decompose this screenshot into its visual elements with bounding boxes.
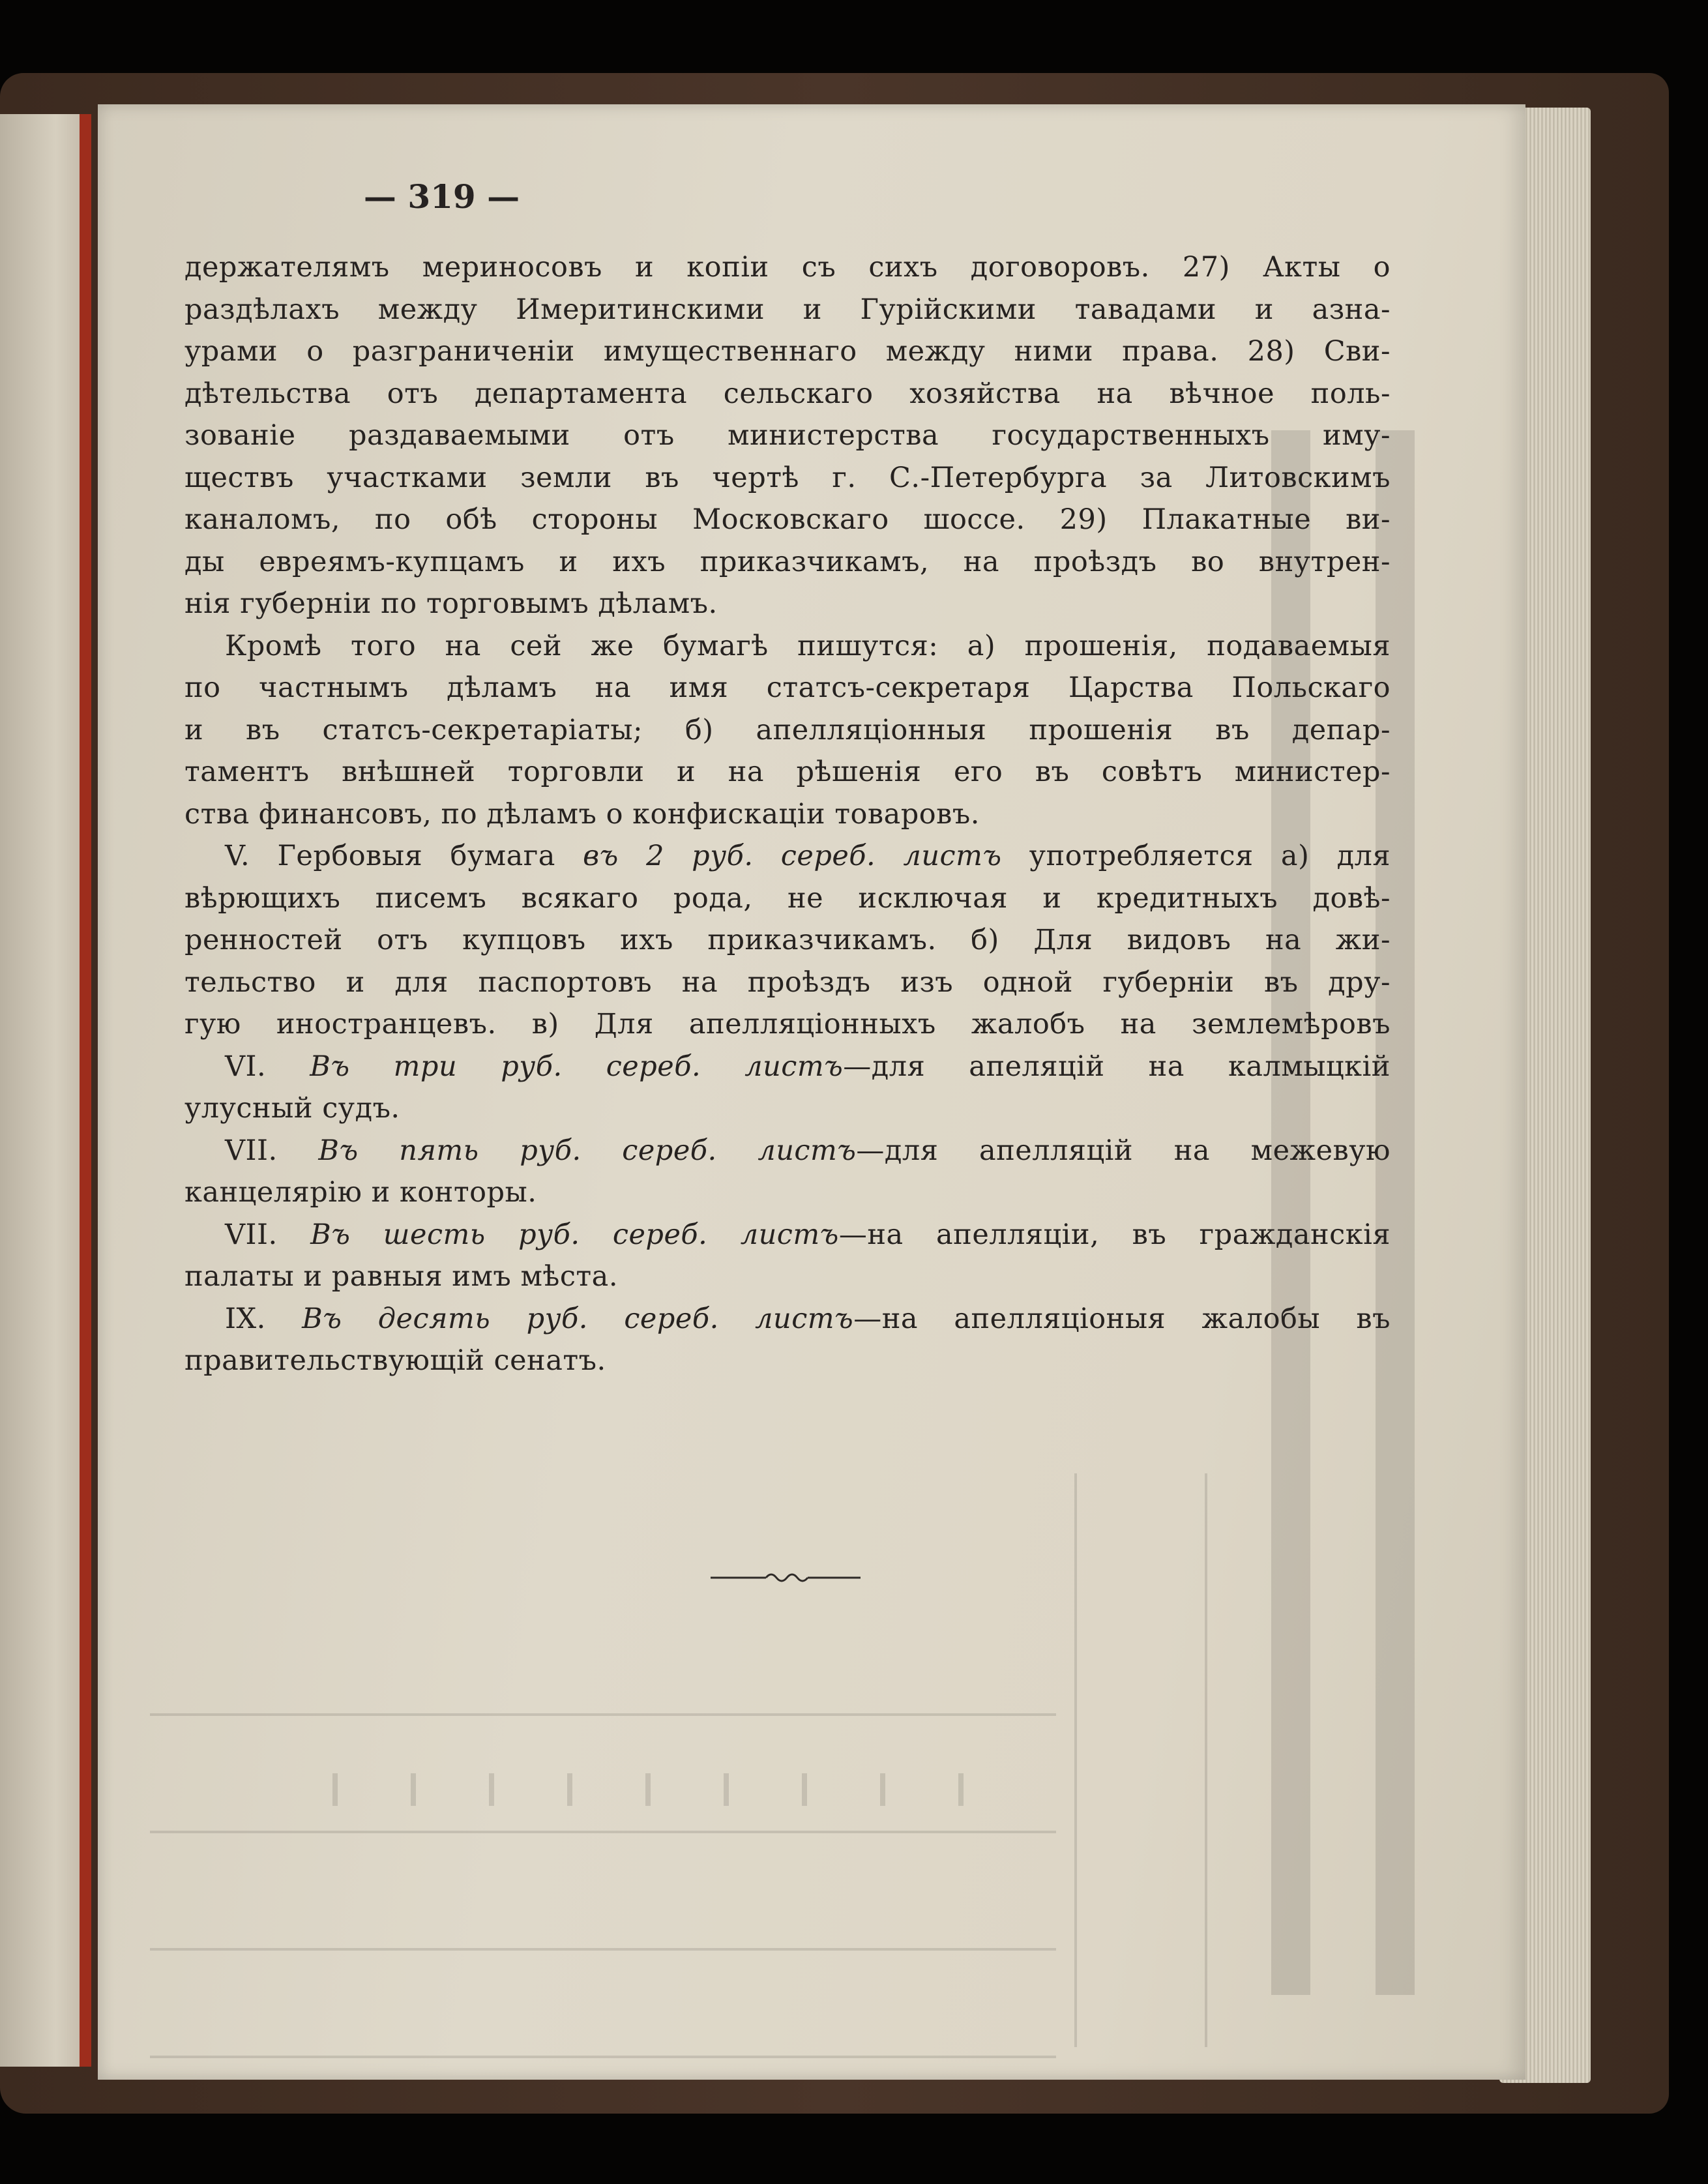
text-line: улусный судъ. bbox=[184, 1092, 400, 1125]
section-number: V. Гербовыя бумага bbox=[225, 840, 583, 872]
paragraph-section-vi bbox=[184, 1046, 1391, 1130]
body-text bbox=[184, 246, 1391, 1382]
text-line: гую иностранцевъ. в) Для апелляціонныхъ жалобъ на землемѣровъ bbox=[184, 1008, 1391, 1040]
section-heading-line bbox=[184, 1298, 1391, 1340]
book-page bbox=[98, 104, 1525, 2080]
section-italic-price: Въ шесть руб. сереб. листъ bbox=[310, 1218, 839, 1251]
text-line: ществъ участками земли въ чертѣ г. С.-Петербурга за Литовскимъ bbox=[184, 461, 1391, 494]
text-line: зованіе раздаваемыми отъ министерства государственныхъ иму- bbox=[184, 419, 1391, 452]
paragraph-2 bbox=[184, 625, 1391, 836]
text-line: тельство и для паспортовъ на проѣздъ изъ одной губерніи въ дру- bbox=[184, 966, 1391, 999]
section-number: IX. bbox=[225, 1302, 302, 1335]
text-line: вѣрющихъ писемъ всякаго рода, не исключая и кредитныхъ довѣ- bbox=[184, 881, 1391, 915]
section-heading-line bbox=[184, 1046, 1391, 1088]
red-page-edge bbox=[80, 114, 91, 2067]
section-rest: употребляется а) для bbox=[1001, 840, 1391, 872]
section-rest: —на апелляціоныя жалобы въ bbox=[853, 1302, 1391, 1335]
paragraph-section-ix bbox=[184, 1298, 1391, 1382]
text-line: Кромѣ того на сей же бумагѣ пишутся: а) прошенія, подаваемыя bbox=[225, 629, 1391, 662]
section-italic-price: Въ три руб. сереб. листъ bbox=[310, 1050, 844, 1083]
paragraph-1 bbox=[184, 246, 1391, 625]
section-heading-line bbox=[184, 835, 1391, 878]
ornamental-divider bbox=[711, 1568, 861, 1587]
page-number: — 319 — bbox=[363, 177, 520, 216]
section-italic-price: въ 2 руб. сереб. листъ bbox=[583, 840, 1002, 872]
section-rest: —для апелляцій на межевую bbox=[856, 1134, 1391, 1167]
paragraph-section-v bbox=[184, 835, 1391, 1046]
text-line: палаты и равныя имъ мѣста. bbox=[184, 1260, 618, 1293]
text-line: и въ статсъ-секретаріаты; б) апелляціонныя прошенія въ депар- bbox=[184, 713, 1391, 746]
paragraph-section-vii-b bbox=[184, 1214, 1391, 1298]
text-line: раздѣлахъ между Имеритинскими и Гурійскими тавадами и азна- bbox=[184, 293, 1391, 326]
text-line: каналомъ, по обѣ стороны Московскаго шоссе. 29) Плакатные ви- bbox=[184, 503, 1391, 536]
text-line: держателямъ мериносовъ и копіи съ сихъ договоровъ. 27) Акты о bbox=[184, 251, 1391, 284]
text-line: ды евреямъ-купцамъ и ихъ приказчикамъ, на проѣздъ во внутрен- bbox=[184, 545, 1391, 578]
section-italic-price: Въ пять руб. сереб. листъ bbox=[318, 1134, 857, 1167]
section-number: VII. bbox=[225, 1218, 311, 1251]
section-number: VI. bbox=[225, 1050, 310, 1083]
text-line: ства финансовъ, по дѣламъ о конфискаціи товаровъ. bbox=[184, 797, 980, 831]
text-line: нія губерніи по торговымъ дѣламъ. bbox=[184, 587, 718, 620]
left-page-edge bbox=[0, 114, 80, 2067]
paragraph-section-vii bbox=[184, 1130, 1391, 1214]
section-rest: —на апелляціи, въ гражданскія bbox=[838, 1218, 1391, 1251]
section-rest: —для апеляцій на калмыцкій bbox=[843, 1050, 1391, 1083]
text-line: урами о разграниченіи имущественнаго между ними права. 28) Сви- bbox=[184, 335, 1391, 368]
text-line: ренностей отъ купцовъ ихъ приказчикамъ. б) Для видовъ на жи- bbox=[184, 924, 1391, 956]
section-heading-line bbox=[184, 1214, 1391, 1256]
text-line: по частнымъ дѣламъ на имя статсъ-секретаря Царства Польскаго bbox=[184, 671, 1391, 704]
section-italic-price: Въ десять руб. сереб. листъ bbox=[302, 1302, 854, 1335]
text-line: канцелярію и конторы. bbox=[184, 1176, 537, 1209]
text-line: дѣтельства отъ департамента сельскаго хозяйства на вѣчное поль- bbox=[184, 377, 1391, 410]
section-heading-line bbox=[184, 1130, 1391, 1172]
section-number: VII. bbox=[225, 1134, 319, 1167]
text-line: правительствующій сенатъ. bbox=[184, 1344, 606, 1377]
text-line: таментъ внѣшней торговли и на рѣшенія его въ совѣтъ министер- bbox=[184, 756, 1391, 788]
